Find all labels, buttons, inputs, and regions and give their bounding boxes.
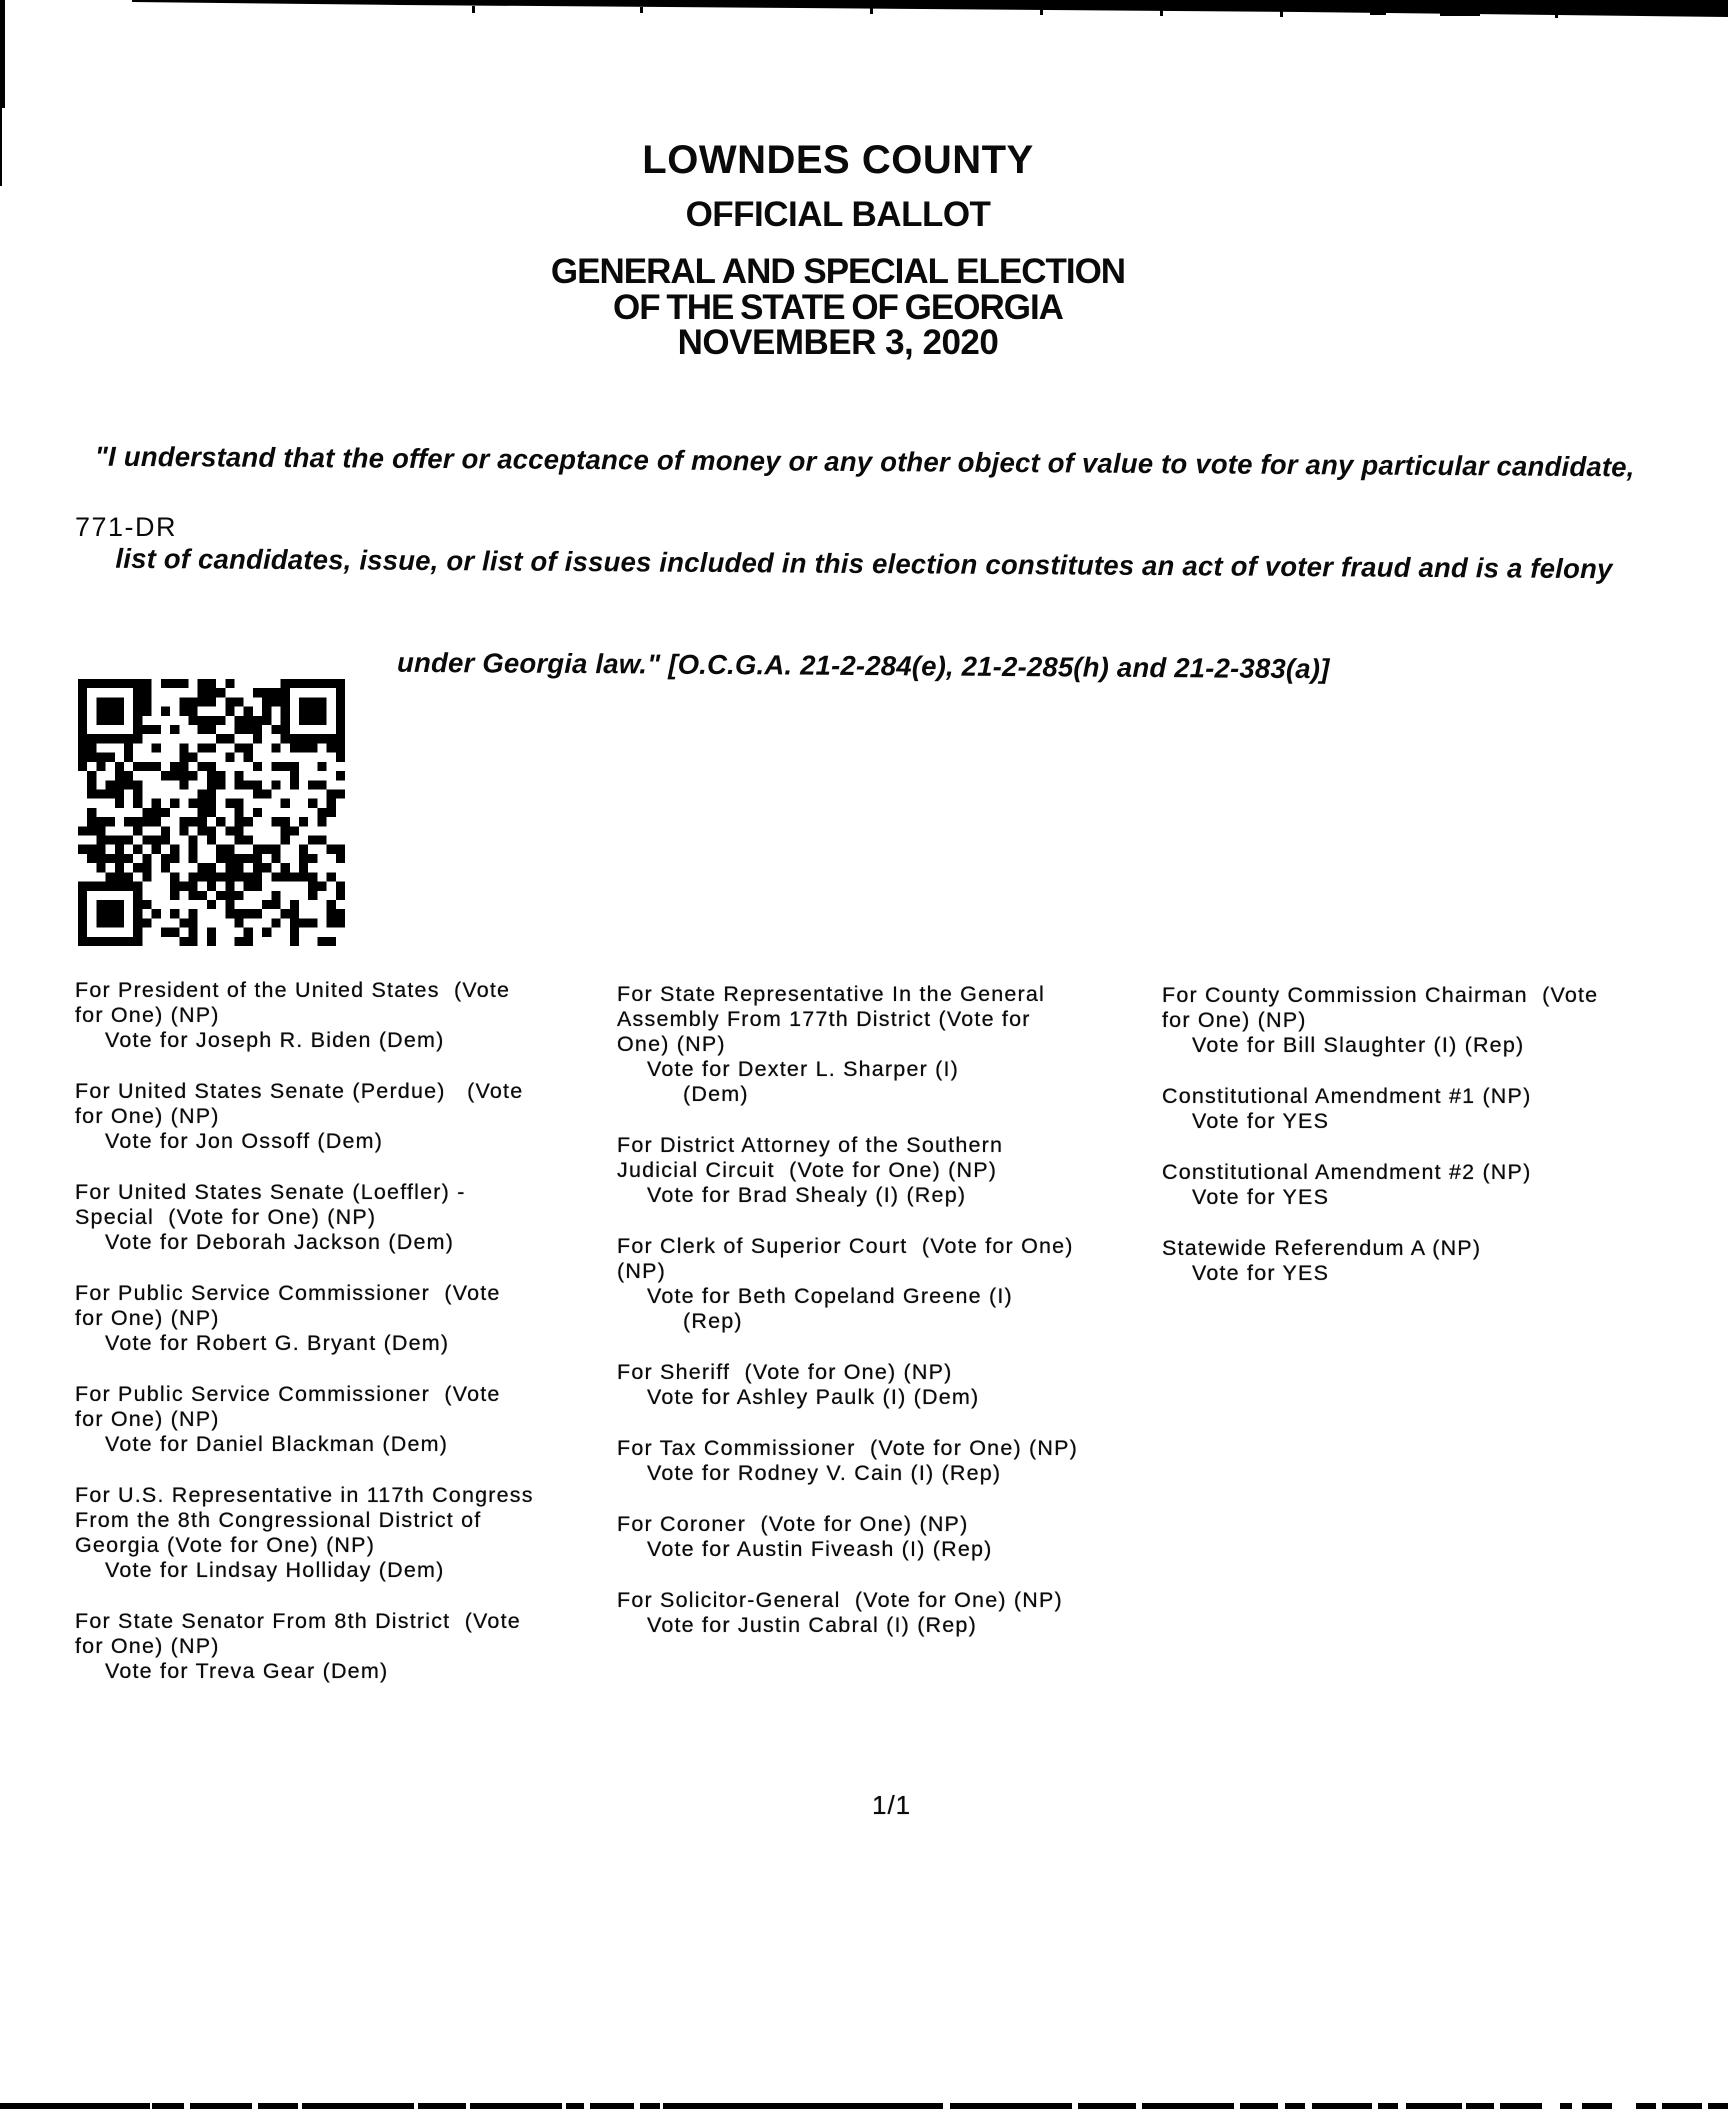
race-vote-line: (Rep) <box>683 1309 743 1333</box>
race-title-line: Judicial Circuit (Vote for One) (NP) <box>617 1158 998 1182</box>
race <box>1162 1084 1712 1134</box>
race-title-line: Constitutional Amendment #2 (NP) <box>1162 1160 1532 1184</box>
race-title-line: One) (NP) <box>617 1032 726 1056</box>
scan-artifact-bottom-segment <box>1285 2103 1305 2109</box>
race-title-line: for One) (NP) <box>75 1306 220 1330</box>
race-vote-line: Vote for YES <box>1192 1185 1330 1209</box>
scan-artifact-top-edge <box>0 0 1728 24</box>
scan-artifact-bottom-segment <box>1708 2103 1728 2109</box>
race-title-line: for One) (NP) <box>1162 1008 1307 1032</box>
scan-artifact-bottom-segment <box>1582 2103 1612 2109</box>
race-title-line: From the 8th Congressional District of <box>75 1508 482 1532</box>
scan-artifact-bottom-segment <box>258 2103 298 2109</box>
race <box>1162 1236 1712 1286</box>
scan-artifact-bottom-segment <box>0 2103 150 2109</box>
race-title-line: for One) (NP) <box>75 1104 220 1128</box>
county-title: LOWNDES COUNTY <box>642 138 1034 182</box>
race <box>617 1133 1169 1208</box>
race-title-line: Constitutional Amendment #1 (NP) <box>1162 1084 1532 1108</box>
race <box>75 1079 620 1154</box>
race-vote-line: Vote for Beth Copeland Greene (I) <box>647 1284 1013 1308</box>
race <box>1162 983 1712 1058</box>
fraud-notice-line: "I understand that the offer or acceptance of money or any other object of value to vote for any particular candidate, <box>94 440 1635 483</box>
race-vote-line: Vote for Deborah Jackson (Dem) <box>105 1230 455 1254</box>
race-vote-line: Vote for YES <box>1192 1261 1330 1285</box>
scan-artifact-bottom-segment <box>152 2103 184 2109</box>
race-vote-line: Vote for Jon Ossoff (Dem) <box>105 1129 384 1153</box>
race <box>617 1360 1169 1410</box>
race-title-line: For State Senator From 8th District (Vote <box>75 1609 521 1633</box>
race-title-line: for One) (NP) <box>75 1634 220 1658</box>
scan-artifact-bottom-segment <box>1240 2103 1278 2109</box>
scan-artifact-bottom-segment <box>1636 2103 1656 2109</box>
race <box>75 1180 620 1255</box>
race <box>75 1483 620 1583</box>
race-title-line: For U.S. Representative in 117th Congress <box>75 1483 534 1507</box>
race-title-line: For District Attorney of the Southern <box>617 1133 1004 1157</box>
race-title-line: For United States Senate (Perdue) (Vote <box>75 1079 524 1103</box>
race <box>617 1588 1169 1638</box>
races-column-2 <box>617 978 1169 1664</box>
race-vote-line: Vote for Ashley Paulk (I) (Dem) <box>647 1385 980 1409</box>
race <box>617 1512 1169 1562</box>
scan-artifact-bottom-segment <box>1560 2103 1572 2109</box>
race-title-line: Assembly From 177th District (Vote for <box>617 1007 1031 1031</box>
race-vote-line: Vote for Treva Gear (Dem) <box>105 1659 389 1683</box>
scan-artifact-bottom-segment <box>470 2103 562 2109</box>
scan-artifact-bottom-segment <box>1466 2103 1494 2109</box>
race <box>75 1281 620 1356</box>
scan-artifact-bottom-edge <box>0 2103 1728 2112</box>
scan-artifact-bottom-segment <box>640 2103 660 2109</box>
race-vote-line: Vote for Daniel Blackman (Dem) <box>105 1432 449 1456</box>
race-vote-line: Vote for Joseph R. Biden (Dem) <box>105 1028 445 1052</box>
scan-artifact-bottom-segment <box>1312 2103 1372 2109</box>
scan-artifact-bottom-segment <box>1500 2103 1542 2109</box>
scan-artifact-bottom-segment <box>1142 2103 1234 2109</box>
race-title-line: Statewide Referendum A (NP) <box>1162 1236 1482 1260</box>
race <box>617 1234 1169 1334</box>
race-vote-line: Vote for Justin Cabral (I) (Rep) <box>647 1613 977 1637</box>
races-column-3 <box>1162 978 1712 1312</box>
scan-artifact-left-edge <box>0 0 5 108</box>
race-title-line: For Public Service Commissioner (Vote <box>75 1281 501 1305</box>
race <box>75 1382 620 1457</box>
race <box>617 982 1169 1107</box>
race-vote-line: Vote for Bill Slaughter (I) (Rep) <box>1192 1033 1525 1057</box>
race <box>75 978 620 1053</box>
race <box>1162 1160 1712 1210</box>
scan-artifact-bottom-segment <box>1378 2103 1398 2109</box>
scan-artifact-bottom-segment <box>418 2103 466 2109</box>
scan-artifact-bottom-segment <box>190 2103 252 2109</box>
races-column-1 <box>75 978 620 1710</box>
qr-code-icon <box>73 679 350 946</box>
scan-artifact-bottom-segment <box>590 2103 634 2109</box>
scan-artifact-bottom-segment <box>663 2103 943 2109</box>
race-vote-line: Vote for Robert G. Bryant (Dem) <box>105 1331 450 1355</box>
scan-artifact-bottom-segment <box>302 2103 414 2109</box>
race-vote-line: Vote for YES <box>1192 1109 1330 1133</box>
scan-artifact-bottom-segment <box>1662 2103 1702 2109</box>
race-title-line: (NP) <box>617 1259 666 1283</box>
race-title-line: For United States Senate (Loeffler) - <box>75 1180 466 1204</box>
scan-artifact-bottom-segment <box>1078 2103 1136 2109</box>
race-title-line: For Tax Commissioner (Vote for One) (NP) <box>617 1436 1078 1460</box>
race-title-line: For Coroner (Vote for One) (NP) <box>617 1512 969 1536</box>
race-vote-line: Vote for Austin Fiveash (I) (Rep) <box>647 1537 993 1561</box>
race-title-line: For State Representative In the General <box>617 982 1046 1006</box>
scan-artifact-bottom-segment <box>566 2103 584 2109</box>
race-vote-line: Vote for Rodney V. Cain (I) (Rep) <box>647 1461 1002 1485</box>
race-title-line: Georgia (Vote for One) (NP) <box>75 1533 376 1557</box>
page-number: 1/1 <box>872 1790 912 1820</box>
fraud-notice-line: under Georgia law." [O.C.G.A. 21-2-284(e), 21-2-285(h) and 21-2-383(a)] <box>396 646 1330 685</box>
race <box>75 1609 620 1684</box>
ballot-type-title: OFFICIAL BALLOT <box>685 195 991 234</box>
race-title-line: For Solicitor-General (Vote for One) (NP) <box>617 1588 1063 1612</box>
race-vote-line: Vote for Brad Shealy (I) (Rep) <box>647 1183 967 1207</box>
race-title-line: for One) (NP) <box>75 1407 220 1431</box>
scan-artifact-bottom-segment <box>1406 2103 1462 2109</box>
election-name-line1: GENERAL AND SPECIAL ELECTION <box>550 252 1126 291</box>
ballot-style-code: 771-DR <box>75 512 178 542</box>
race-vote-line: Vote for Lindsay Holliday (Dem) <box>105 1558 445 1582</box>
fraud-notice-line: list of candidates, issue, or list of issues included in this election constitutes an act of voter fraud and is a felony <box>115 542 1613 585</box>
race-title-line: For Public Service Commissioner (Vote <box>75 1382 501 1406</box>
race <box>617 1436 1169 1486</box>
scan-artifact-bottom-segment <box>950 2103 1072 2109</box>
race-title-line: Special (Vote for One) (NP) <box>75 1205 377 1229</box>
election-date: NOVEMBER 3, 2020 <box>677 323 999 362</box>
race-title-line: For Clerk of Superior Court (Vote for One) <box>617 1234 1074 1258</box>
race-title-line: For President of the United States (Vote <box>75 978 511 1002</box>
election-name-line2: OF THE STATE OF GEORGIA <box>613 288 1063 327</box>
race-title-line: For Sheriff (Vote for One) (NP) <box>617 1360 953 1384</box>
race-vote-line: (Dem) <box>683 1082 749 1106</box>
race-vote-line: Vote for Dexter L. Sharper (I) <box>647 1057 960 1081</box>
race-title-line: for One) (NP) <box>75 1003 220 1027</box>
race-title-line: For County Commission Chairman (Vote <box>1162 983 1599 1007</box>
